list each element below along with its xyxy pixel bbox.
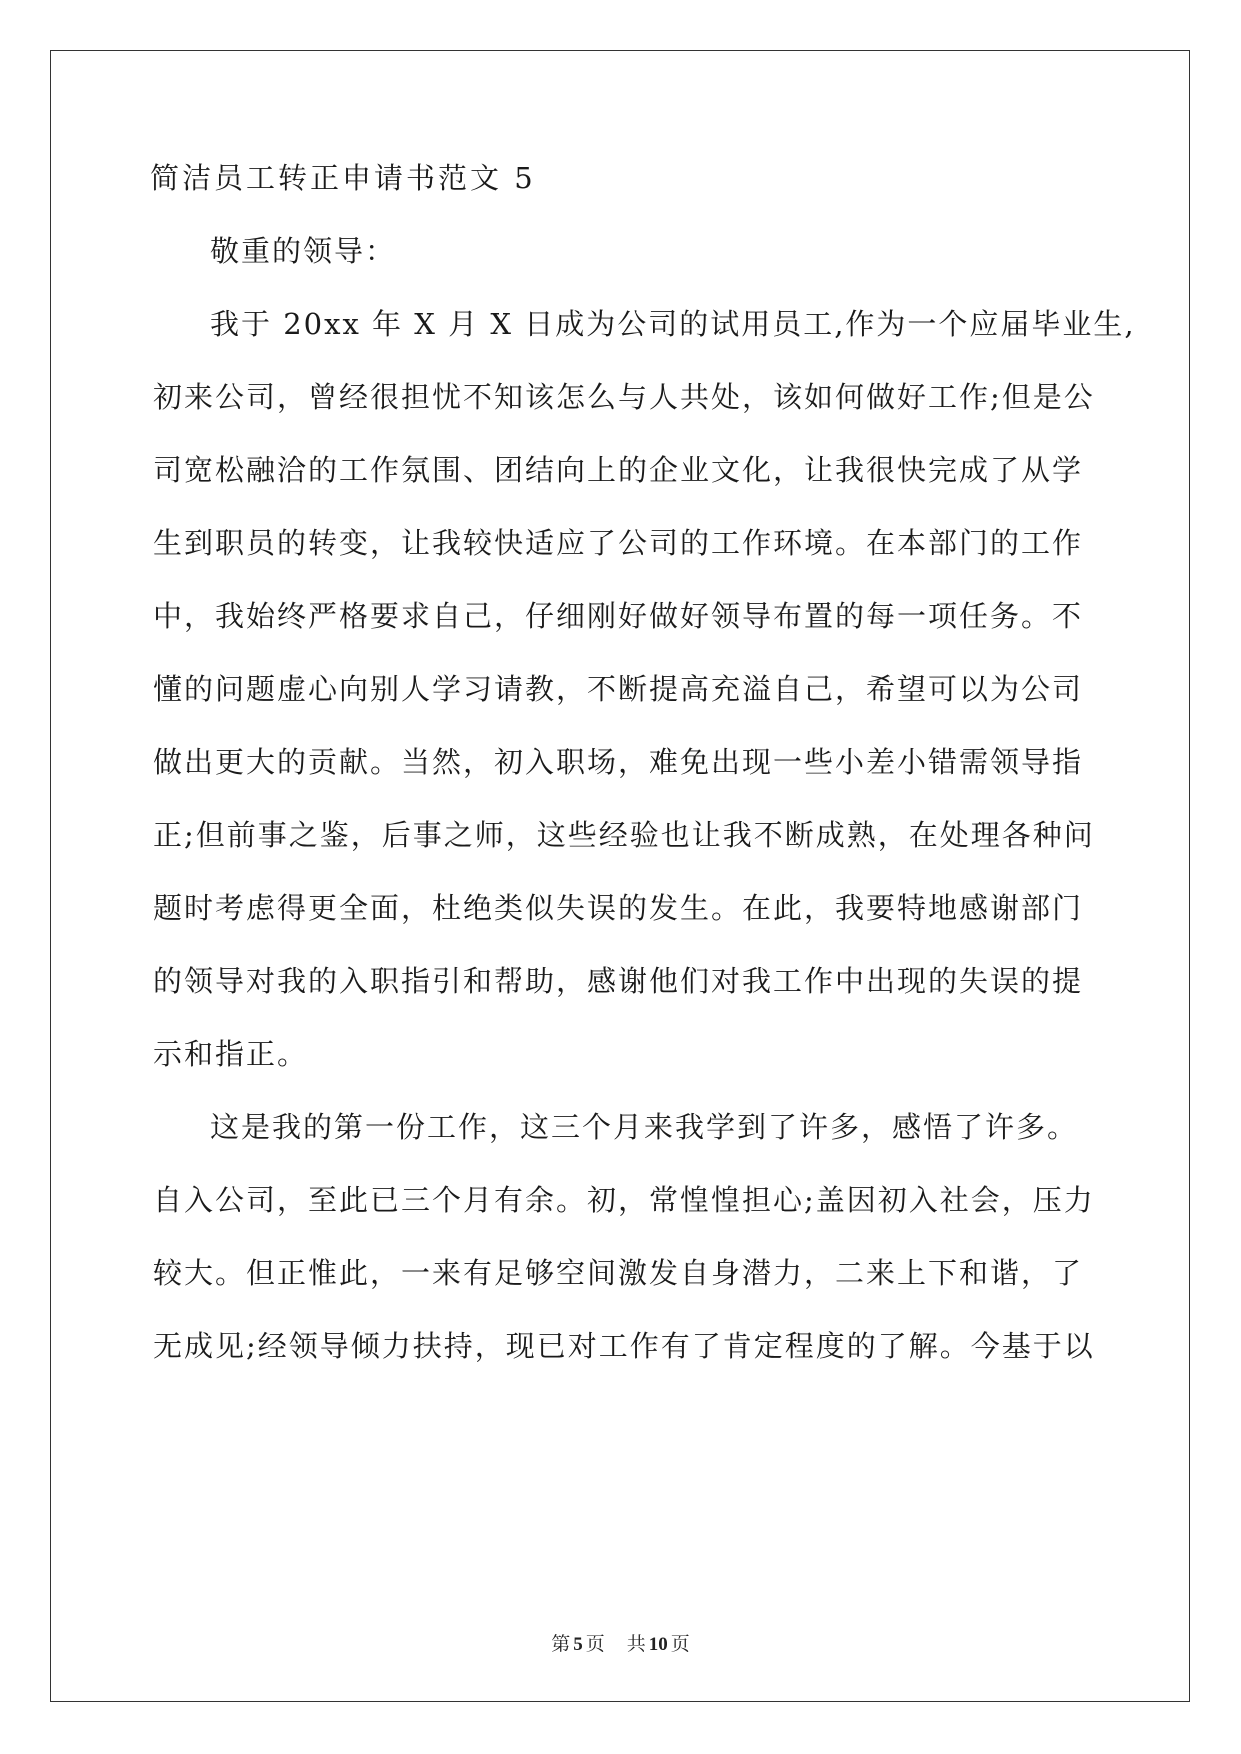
- paragraph-line: 正;但前事之鉴，后事之师，这些经验也让我不断成熟，在处理各种问: [153, 818, 1095, 852]
- paragraph-line: 示和指正。: [153, 1037, 309, 1071]
- paragraph-line: 自入公司，至此已三个月有余。初，常惶惶担心;盖因初入社会，压力: [153, 1183, 1095, 1217]
- paragraph-line: 题时考虑得更全面，杜绝类似失误的发生。在此，我要特地感谢部门: [153, 891, 1084, 925]
- total-suffix: 页: [670, 1634, 690, 1655]
- paragraph-line: 初来公司，曾经很担忧不知该怎么与人共处，该如何做好工作;但是公: [153, 380, 1095, 414]
- page-prefix: 第: [551, 1634, 571, 1655]
- page-current: 5: [573, 1634, 583, 1655]
- total-prefix: 共: [626, 1634, 646, 1655]
- page-mid: 页: [585, 1634, 605, 1655]
- paragraph-line: 懂的问题虚心向别人学习请教，不断提高充溢自己，希望可以为公司: [153, 672, 1084, 706]
- page-footer: [0, 1629, 1241, 1656]
- paragraph-line: 的领导对我的入职指引和帮助，感谢他们对我工作中出现的失误的提: [153, 964, 1084, 998]
- page-total: 10: [648, 1634, 668, 1655]
- paragraph-line: 生到职员的转变，让我较快适应了公司的工作环境。在本部门的工作: [153, 526, 1084, 560]
- paragraph-line: 这是我的第一份工作，这三个月来我学到了许多，感悟了许多。: [210, 1110, 1079, 1144]
- paragraph-line: 无成见;经领导倾力扶持，现已对工作有了肯定程度的了解。今基于以: [153, 1329, 1095, 1363]
- paragraph-line: 司宽松融洽的工作氛围、团结向上的企业文化，让我很快完成了从学: [153, 453, 1084, 487]
- greeting: 敬重的领导：: [210, 234, 397, 268]
- paragraph-line: 做出更大的贡献。当然，初入职场，难免出现一些小差小错需领导指: [153, 745, 1084, 779]
- paragraph-line: 我于 20xx 年 X 月 X 日成为公司的试用员工,作为一个应届毕业生,: [210, 307, 1136, 341]
- paragraph-line: 中，我始终严格要求自己，仔细刚好做好领导布置的每一项任务。不: [153, 599, 1084, 633]
- document-title: 简洁员工转正申请书范文 5: [150, 161, 536, 195]
- page-frame: [50, 50, 1190, 1702]
- paragraph-line: 较大。但正惟此，一来有足够空间激发自身潜力，二来上下和谐，了: [153, 1256, 1084, 1290]
